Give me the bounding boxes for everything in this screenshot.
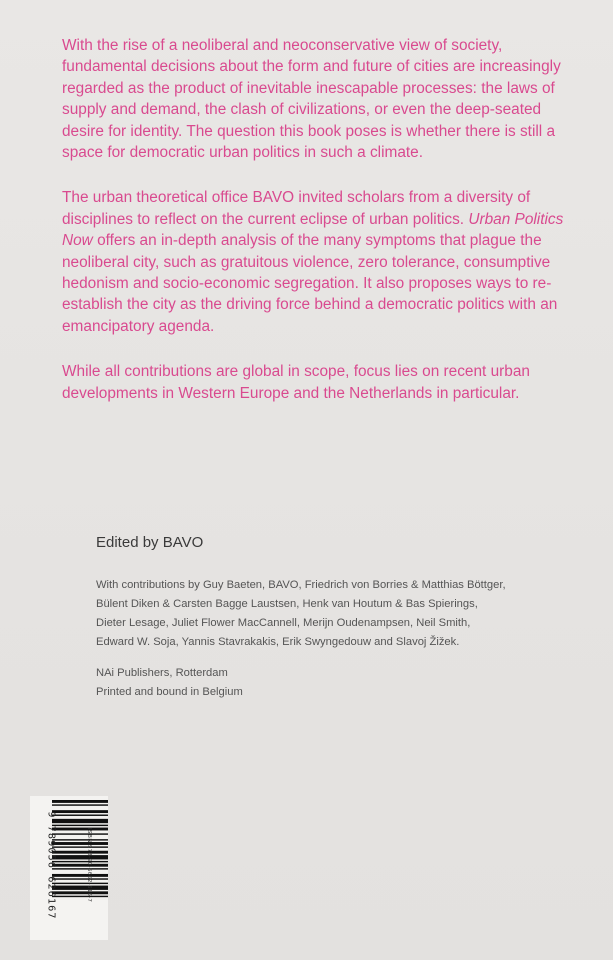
- barcode-bars: [30, 796, 108, 940]
- blurb-paragraph-3: While all contributions are global in scope, focus lies on recent urban developments in Western Europe and the Netherlands in particular.: [62, 363, 530, 402]
- blurb-paragraph-1: With the rise of a neoliberal and neoconservative view of society, fundamental decisions about the form and future of cities are increasingly regarded as the product of inevitable inescapable processes: the laws of supply and demand, the clash of civilizations, or even the deep-seated desire for identity. The question this book poses is whether there is still a space for democratic urban politics in such a climate.: [62, 37, 561, 162]
- edited-by: Edited by BAVO: [96, 534, 204, 551]
- contributors-line: Dieter Lesage, Juliet Flower MacCannell, Merijn Oudenampsen, Neil Smith,: [96, 617, 471, 629]
- blurb-text: [62, 35, 572, 428]
- contributors-line: Bülent Diken & Carsten Bagge Laustsen, Henk van Houtum & Bas Spierings,: [96, 598, 478, 610]
- publisher-info: [96, 664, 496, 702]
- printed-in: Printed and bound in Belgium: [96, 686, 243, 698]
- blurb-paragraph-2: [62, 187, 572, 337]
- isbn-barcode: [30, 796, 112, 946]
- blurb-paragraph-2-intro: The urban theoretical office BAVO invited scholars from a diversity of disciplines to reflect on the current eclipse of urban politics.: [62, 189, 531, 228]
- contributors-list: [96, 576, 576, 652]
- isbn-label: ISBN 978-90-5662-616-7: [86, 827, 92, 903]
- publisher-name: NAi Publishers, Rotterdam: [96, 667, 228, 679]
- barcode-digits: 9 789056 626167: [45, 811, 57, 920]
- contributors-line: Edward W. Soja, Yannis Stavrakakis, Erik Swyngedouw and Slavoj Žižek.: [96, 636, 460, 648]
- contributors-line: With contributions by Guy Baeten, BAVO, Friedrich von Borries & Matthias Böttger,: [96, 579, 506, 591]
- blurb-paragraph-2-rest: offers an in-depth analysis of the many symptoms that plague the neoliberal city, such as gratuitous violence, zero tolerance, consumptive hedonism and socio-economic segregation. It also proposes ways to re-establish the city as the driving force behind a democratic politics with an emancipatory agenda.: [62, 232, 558, 335]
- book-title-italic: Urban Politics Now: [62, 210, 564, 250]
